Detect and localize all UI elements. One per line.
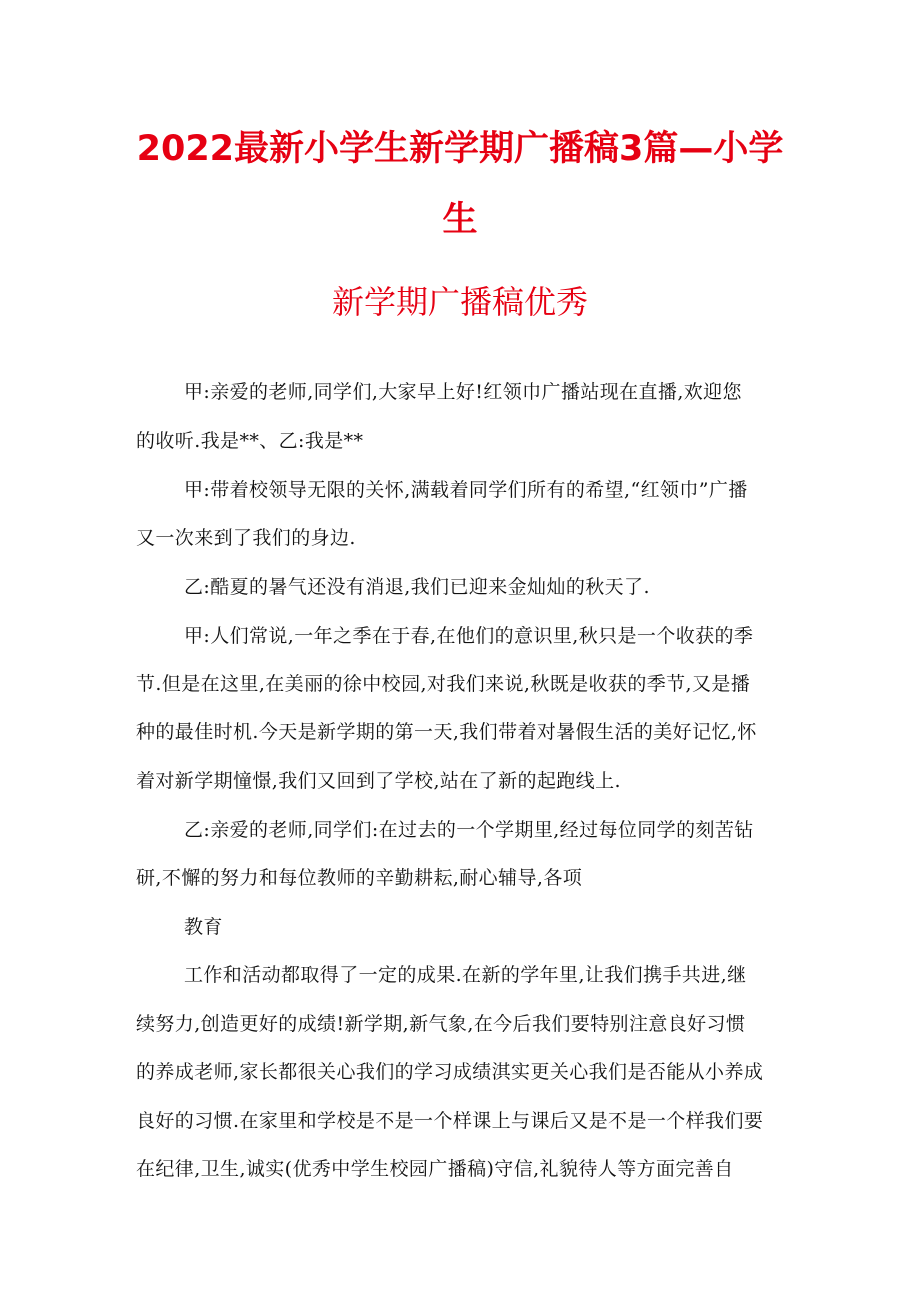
- paragraph-4-line-1: 甲:人们常说,一年之季在于春,在他们的意识里,秋只是一个收获的季: [184, 625, 754, 647]
- paragraph-4-line-4: 着对新学期憧憬,我们又回到了学校,站在了新的起跑线上.: [136, 770, 621, 792]
- paragraph-5-line-1: 乙:亲爱的老师,同学们:在过去的一个学期里,经过每位同学的刻苦钻: [184, 819, 754, 841]
- paragraph-7-line-2: 续努力,创造更好的成绩!新学期,新气象,在今后我们要特别注意良好习惯: [136, 1013, 746, 1035]
- document-title-line-1: 2022最新小学生新学期广播稿3篇—小学: [136, 129, 784, 169]
- paragraph-7-line-3: 的养成老师,家长都很关心我们的学习成绩淇实更关心我们是否能从小养成: [136, 1061, 764, 1083]
- paragraph-1-line-1: 甲:亲爱的老师,同学们,大家早上好!红领巾广播站现在直播,欢迎您: [184, 381, 742, 403]
- paragraph-4-line-2: 节.但是在这里,在美丽的徐中校园,对我们来说,秋既是收获的季节,又是播: [136, 673, 751, 695]
- paragraph-7-line-5: 在纪律,卫生,诚实(优秀中学生校园广播稿)守信,礼貌待人等方面完善自: [136, 1158, 734, 1180]
- paragraph-7-line-1: 工作和活动都取得了一定的成果.在新的学年里,让我们携手共进,继: [184, 964, 747, 986]
- paragraph-2-line-1: 甲:带着校领导无限的关怀,满载着同学们所有的希望,“红领巾”广播: [184, 479, 748, 501]
- paragraph-1-line-2: 的收听.我是**、乙:我是**: [136, 430, 364, 452]
- paragraph-6-line-1: 教育: [184, 916, 223, 938]
- document-title-line-3: 新学期广播稿优秀: [331, 283, 588, 321]
- paragraph-4-line-3: 种的最佳时机.今天是新学期的第一天,我们带着对暑假生活的美好记忆,怀: [136, 721, 757, 743]
- document-title-line-2: 生: [442, 200, 478, 240]
- paragraph-5-line-2: 研,不懈的努力和每位教师的辛勤耕耘,耐心辅导,各项: [136, 867, 583, 889]
- paragraph-3-line-1: 乙:酷夏的暑气还没有消退,我们已迎来金灿灿的秋天了.: [184, 576, 650, 598]
- paragraph-7-line-4: 良好的习惯.在家里和学校是不是一个样课上与课后又是不是一个样我们要: [136, 1110, 764, 1132]
- paragraph-2-line-2: 又一次来到了我们的身边.: [136, 527, 356, 549]
